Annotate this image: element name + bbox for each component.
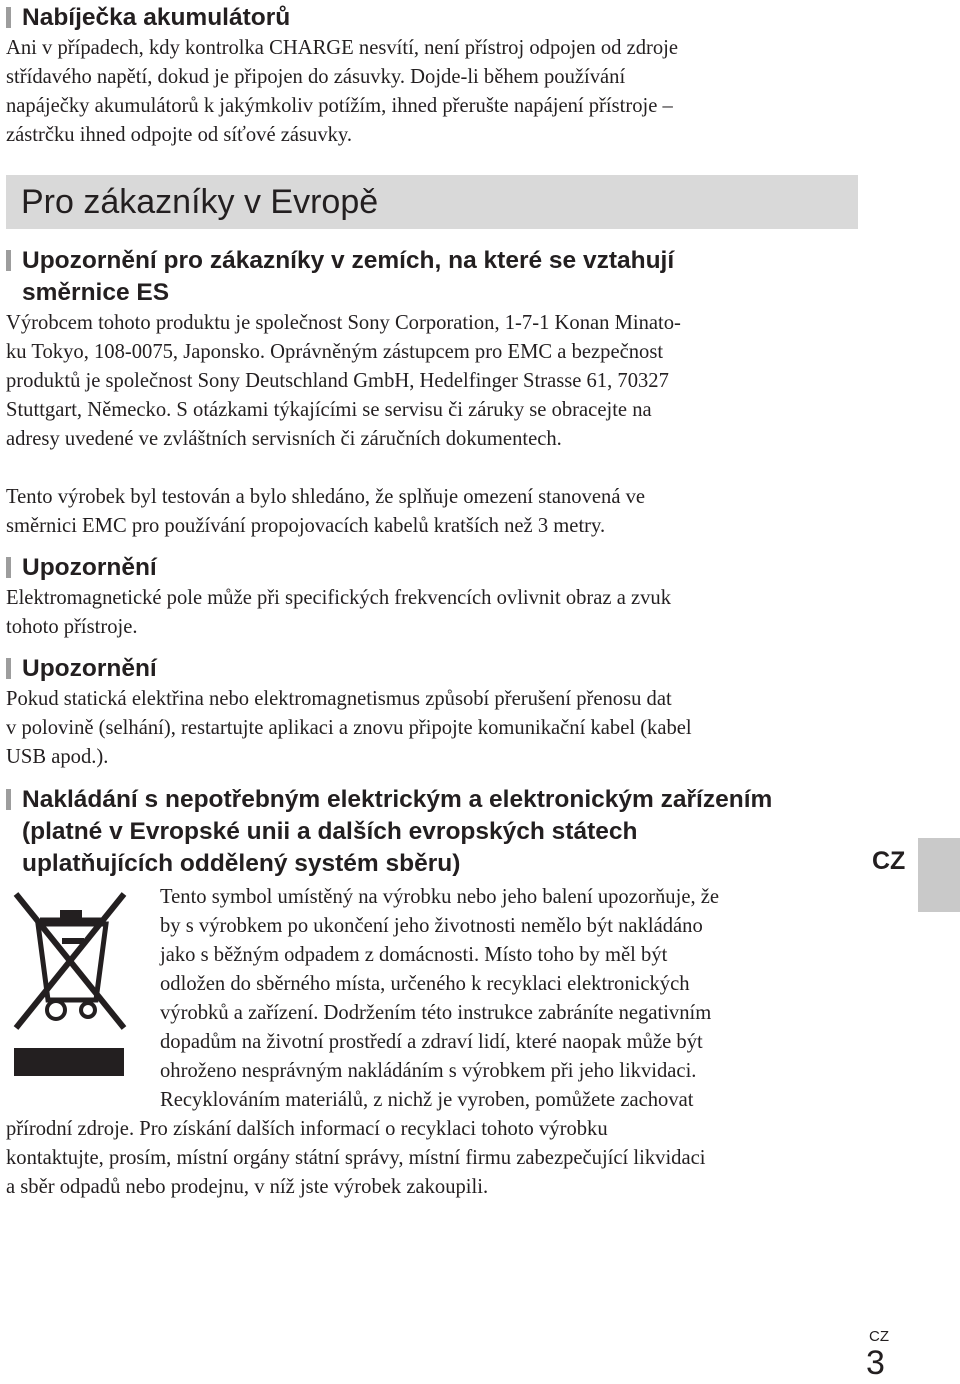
text-line: a sběr odpadů nebo prodejnu, v níž jste výrobek zakoupili. xyxy=(6,1176,489,1198)
warning-heading-1: Upozornění xyxy=(6,552,858,584)
text-line: kontaktujte, prosím, místní orgány státní správy, místní firmu zabezpečující likvidaci xyxy=(6,1147,706,1169)
disposal-heading: Nakládání s nepotřebným elektrickým a elektronickým zařízením (platné v Evropské unii a dalších evropských státech uplatňujících oddělený systém sběru) xyxy=(6,784,858,880)
text-line: odložen do sběrného místa, určeného k recyklaci elektronických xyxy=(160,973,690,995)
text-line: Tento výrobek byl testován a bylo shledáno, že splňuje omezení stanovená ve xyxy=(6,486,646,508)
text-line: produktů je společnost Sony Deutschland GmbH, Hedelfinger Strasse 61, 70327 xyxy=(6,370,669,392)
text-line: tohoto přístroje. xyxy=(6,616,138,638)
text-line: Pokud statická elektřina nebo elektromagnetismus způsobí přerušení přenosu dat xyxy=(6,688,672,710)
emc-test-paragraph xyxy=(6,483,858,541)
text-line: v polovině (selhání), restartujte aplikaci a znovu připojte komunikační kabel (kabel xyxy=(6,717,692,739)
text-line: ku Tokyo, 108-0075, Japonsko. Oprávněným zástupcem pro EMC a bezpečnost xyxy=(6,341,664,363)
language-tab-marker xyxy=(918,838,960,912)
banner-title: Pro zákazníky v Evropě xyxy=(21,183,379,221)
text-line: Elektromagnetické pole může při specifických frekvencích ovlivnit obraz a zvuk xyxy=(6,587,672,609)
page-number: 3 xyxy=(866,1344,885,1382)
footer-language: CZ xyxy=(869,1328,889,1345)
text-line: přírodní zdroje. Pro získání dalších informací o recyklaci tohoto výrobku xyxy=(6,1118,608,1140)
text-line: Výrobcem tohoto produktu je společnost Sony Corporation, 1-7-1 Konan Minato- xyxy=(6,312,681,334)
warning-heading-2: Upozornění xyxy=(6,653,858,685)
disposal-paragraph-continued xyxy=(6,1115,858,1202)
emc-test-section xyxy=(6,483,858,541)
text-line: USB apod.). xyxy=(6,746,109,768)
text-line: střídavého napětí, dokud je připojen do zásuvky. Dojde-li během používání xyxy=(6,66,626,88)
text-line: ohroženo nesprávným nakládáním s výrobkem při jeho likvidaci. xyxy=(160,1060,697,1082)
section-banner xyxy=(6,175,858,229)
heading-marker xyxy=(6,557,11,578)
text-line: Ani v případech, kdy kontrolka CHARGE nesvítí, není přístroj odpojen od zdroje xyxy=(6,37,679,59)
disposal-paragraph xyxy=(160,883,858,1115)
charger-paragraph xyxy=(6,34,858,150)
text-line: adresy uvedené ve zvláštních servisních či záručních dokumentech. xyxy=(6,428,562,450)
heading-marker xyxy=(6,789,11,810)
warning-paragraph-2 xyxy=(6,685,858,772)
charger-heading: Nabíječka akumulátorů xyxy=(6,2,858,34)
heading-marker xyxy=(6,250,11,271)
charger-section xyxy=(6,2,858,150)
text-line: směrnici EMC pro používání propojovacích kabelů kratších než 3 metry. xyxy=(6,515,606,537)
text-line: výrobků a zařízení. Dodržením této instrukce zabráníte negativním xyxy=(160,1002,712,1024)
warning-section-1 xyxy=(6,552,858,642)
heading-marker xyxy=(6,7,11,28)
text-line: napáječky akumulátorů k jakýmkoliv potížím, ihned přerušte napájení přístroje – xyxy=(6,95,673,117)
eu-notice-section xyxy=(6,245,858,454)
eu-notice-heading: Upozornění pro zákazníky v zemích, na které se vztahují směrnice ES xyxy=(6,245,858,309)
disposal-section xyxy=(6,784,858,880)
text-line: zástrčku ihned odpojte od síťové zásuvky. xyxy=(6,124,353,146)
warning-paragraph-1 xyxy=(6,584,858,642)
text-line: Tento symbol umístěný na výrobku nebo jeho balení upozorňuje, že xyxy=(160,886,720,908)
text-line: jako s běžným odpadem z domácnosti. Místo toho by měl být xyxy=(160,944,668,966)
crossed-out-wheeled-bin-icon xyxy=(10,888,130,1080)
text-line: by s výrobkem po ukončení jeho životnosti nemělo být nakládáno xyxy=(160,915,703,937)
text-line: Recyklováním materiálů, z nichž je vyroben, pomůžete zachovat xyxy=(160,1089,694,1111)
heading-marker xyxy=(6,658,11,679)
warning-section-2 xyxy=(6,653,858,772)
text-line: dopadům na životní prostředí a zdraví lidí, které naopak může být xyxy=(160,1031,703,1053)
language-tab-label: CZ xyxy=(872,847,906,875)
text-line: Stuttgart, Německo. S otázkami týkajícími se servisu či záruky se obracejte na xyxy=(6,399,652,421)
eu-notice-paragraph xyxy=(6,309,858,454)
